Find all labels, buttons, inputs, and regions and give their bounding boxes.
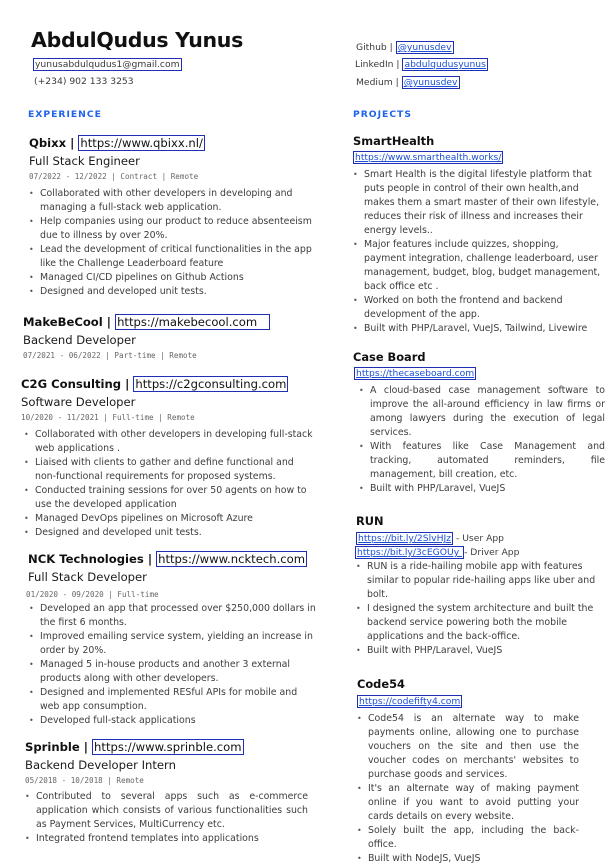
project-url-link[interactable]: https://www.smarthealth.works/: [355, 152, 502, 163]
project-bullets: [356, 560, 606, 658]
job-bullets: [29, 602, 319, 728]
bullet: • Lead the development of critical functionalities in the app like the Challenge Leaderboard feature: [29, 243, 314, 271]
bullet: • Worked on both the frontend and backend development of the app.: [353, 294, 601, 322]
projects-heading: PROJECTS: [353, 109, 412, 120]
bullet: • Built with PHP/Laravel, VueJS: [356, 644, 606, 658]
project-run: [356, 514, 611, 658]
bullet: • Code54 is an alternate way to make payments online, allowing one to purchase vouchers on the site and then use the voucher codes on merchants' websites to purchase goods and services.: [357, 712, 579, 782]
project-url-link[interactable]: https://thecaseboard.com: [356, 368, 475, 379]
company-name: Sprinble | https://www.sprinble.com: [25, 740, 242, 754]
user-app-label: - User App: [453, 533, 505, 544]
linkedin-label: LinkedIn |: [355, 59, 403, 70]
bullet: • Liaised with clients to gather and define functional and non-functional requirements for proposed systems.: [24, 456, 314, 484]
experience-heading: EXPERIENCE: [28, 109, 102, 120]
job-role: Backend Developer Intern: [25, 758, 176, 772]
bullet: • Developed full-stack applications: [29, 714, 319, 728]
candidate-name: AbdulQudus Yunus: [31, 28, 244, 52]
bullet: • Designed and developed unit tests.: [24, 526, 314, 540]
company-url-link[interactable]: https://www.qbixx.nl/: [80, 136, 203, 150]
project-bullets: [359, 384, 605, 496]
bullet: • RUN is a ride-hailing mobile app with features similar to popular ride-hailing apps like uber and bolt.: [356, 560, 606, 602]
user-app-link[interactable]: https://bit.ly/2SlvHJz: [358, 533, 452, 544]
project-bullets: [357, 712, 579, 866]
bullet: • I designed the system architecture and built the backend service powering both the mobile applications and the back-office.: [356, 602, 606, 644]
bullet: • Managed DevOps pipelines on Microsoft Azure: [24, 512, 314, 526]
github-label: Github |: [356, 42, 396, 53]
bullet: • Collaborated with other developers in developing full-stack web applications .: [24, 428, 314, 456]
bullet: • Integrated frontend templates into applications: [25, 832, 308, 846]
project-case-board: [353, 350, 613, 496]
bullet: • Designed and implemented RESful APIs for mobile and web app consumption.: [29, 686, 319, 714]
project-smarthealth: [353, 134, 608, 336]
project-title: RUN: [356, 514, 384, 528]
bullet: • Built with PHP/Laravel, VueJS, Tailwind, Livewire: [353, 322, 601, 336]
job-makebecool: [23, 315, 318, 360]
company-url-link[interactable]: https://www.ncktech.com: [158, 552, 306, 566]
bullet: • With features like Case Management and tracking, automated reminders, file management, bill creation, etc.: [359, 440, 605, 482]
bullet: • Managed CI/CD pipelines on Github Actions: [29, 271, 314, 285]
linkedin-link[interactable]: abdulqudusyunus: [404, 59, 486, 70]
bullet: • Solely built the app, including the back-office.: [357, 824, 579, 852]
job-meta: 07/2022 - 12/2022 | Contract | Remote: [29, 172, 199, 181]
company-url-link[interactable]: https://makebecool.com: [115, 314, 270, 330]
job-sprinble: [25, 740, 320, 846]
bullet: • Major features include quizzes, shopping, payment integration, challenge leaderboard, user management, budget, blog, budget management, back office etc .: [353, 238, 601, 294]
job-qbixx: [29, 136, 319, 299]
bullet: • Managed 5 in-house products and another 3 external products along with other developers.: [29, 658, 319, 686]
job-c2g-consulting: [21, 377, 321, 540]
job-role: Full Stack Developer: [28, 570, 147, 584]
email-link[interactable]: yunusabdulqudus1@gmail.com: [35, 59, 180, 70]
project-title: Case Board: [353, 350, 426, 364]
driver-app-link[interactable]: https://bit.ly/3cEGOUy: [357, 547, 463, 558]
company-name: NCK Technologies | https://www.ncktech.com: [28, 552, 306, 566]
bullet: • Improved emailing service system, yielding an increase in order by 20%.: [29, 630, 319, 658]
job-meta: 01/2020 - 09/2020 | Full-time: [26, 590, 159, 599]
phone-number: (+234) 902 133 3253: [34, 76, 134, 87]
company-name: MakeBeCool | https://makebecool.com: [23, 315, 318, 329]
project-bullets: [353, 168, 601, 336]
job-bullets: [25, 790, 308, 846]
github-link[interactable]: @yunusdev: [397, 42, 452, 53]
driver-app-label: - Driver App: [464, 547, 520, 558]
bullet: • Smart Health is the digital lifestyle platform that puts people in control of their own health,and makes them a smart master of their own lifestyle, reduces their risk of illness and increases their energy levels..: [353, 168, 601, 238]
bullet: • Built with PHP/Laravel, VueJS: [359, 482, 605, 496]
bullet: • A cloud-based case management software to improve the all-around efficiency in law firms or among lawyers during the execution of legal services.: [359, 384, 605, 440]
project-code54: [357, 677, 612, 866]
bullet: • Collaborated with other developers in developing and managing a full-stack web application.: [29, 187, 314, 215]
job-meta: 10/2020 - 11/2021 | Full-time | Remote: [21, 413, 195, 422]
bullet: • Conducted training sessions for over 50 agents on how to use the developed application: [24, 484, 314, 512]
bullet: • Built with NodeJS, VueJS: [357, 852, 579, 866]
job-meta: 07/2021 - 06/2022 | Part-time | Remote: [23, 351, 197, 360]
social-github: [356, 42, 454, 53]
medium-label: Medium |: [356, 77, 402, 88]
project-title: SmartHealth: [353, 134, 435, 148]
project-title: Code54: [357, 677, 405, 691]
company-url-link[interactable]: https://c2gconsulting.com: [135, 377, 287, 391]
bullet: • It's an alternate way of making payment online if you want to avoid putting your cards details on every website.: [357, 782, 579, 824]
job-role: Backend Developer: [23, 333, 136, 347]
job-meta: 05/2018 - 10/2018 | Remote: [25, 776, 144, 785]
project-url-link[interactable]: https://codefifty4.com: [359, 696, 461, 707]
bullet: • Developed an app that processed over $250,000 dollars in the first 6 months.: [29, 602, 319, 630]
bullet: • Help companies using our product to reduce absenteeism due to illness by over 20%.: [29, 215, 314, 243]
company-url-link[interactable]: https://www.sprinble.com: [94, 740, 242, 754]
job-nck-technologies: [28, 552, 323, 728]
social-linkedin: [355, 59, 488, 70]
job-role: Full Stack Engineer: [29, 154, 140, 168]
job-bullets: [29, 187, 314, 299]
company-name: C2G Consulting | https://c2gconsulting.com: [21, 377, 287, 391]
job-role: Software Developer: [21, 395, 136, 409]
bullet: • Designed and developed unit tests.: [29, 285, 314, 299]
social-medium: [356, 77, 460, 88]
bullet: • Contributed to several apps such as e-commerce application which consists of various functionalities such as Payment Services, MultiCurrency etc.: [25, 790, 308, 832]
company-name: Qbixx | https://www.qbixx.nl/: [29, 136, 203, 150]
job-bullets: [24, 428, 314, 540]
medium-link[interactable]: @yunusdev: [403, 77, 458, 88]
